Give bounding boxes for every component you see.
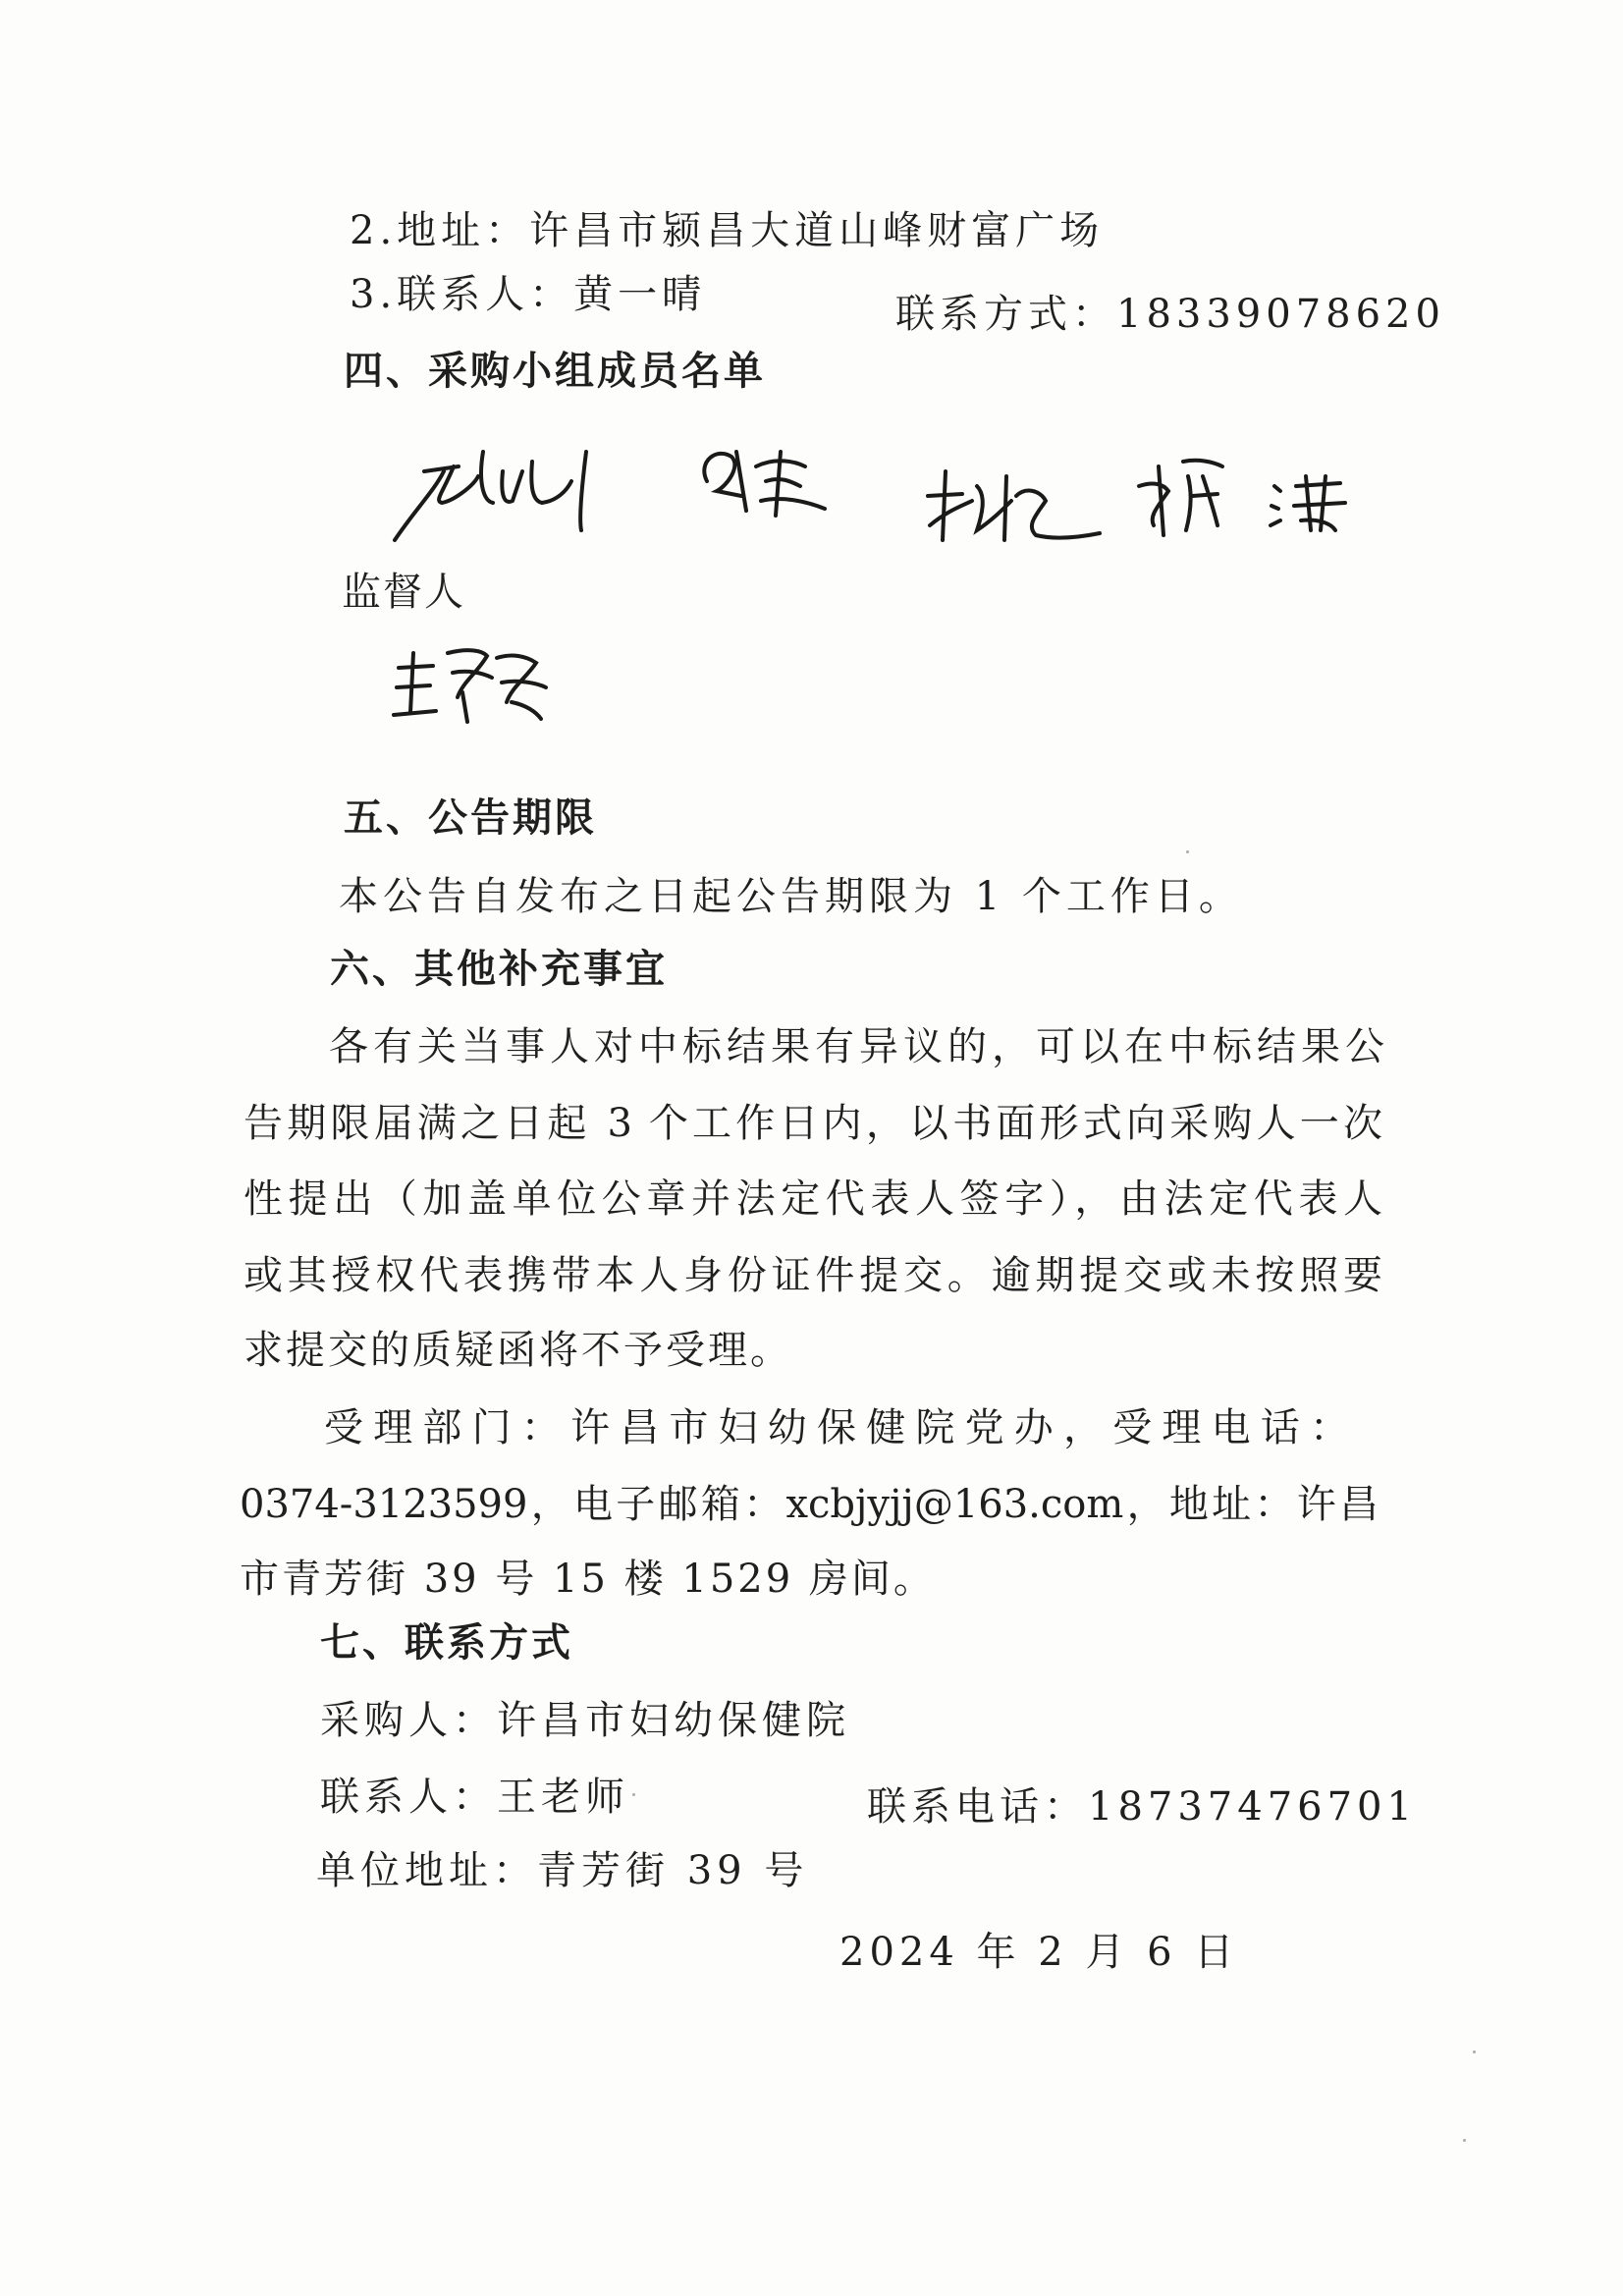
- supervisor-label: 监督人: [342, 570, 465, 615]
- section4-heading: 四、采购小组成员名单: [344, 349, 766, 394]
- section6-para1-line2: 告期限届满之日起 3 个工作日内，以书面形式向采购人一次: [243, 1101, 1382, 1146]
- signature-2: [687, 432, 844, 530]
- section6-para2-line1: 受理部门：许昌市妇幼保健院党办，受理电话：: [324, 1405, 1355, 1450]
- section6-para1-line1: 各有关当事人对中标结果有异议的，可以在中标结果公: [329, 1024, 1384, 1069]
- unit-address-line: 单位地址：青芳街 39 号: [316, 1848, 809, 1893]
- date-line: 2024 年 2 月 6 日: [839, 1930, 1239, 1975]
- section6-heading: 六、其他补充事宜: [330, 947, 668, 992]
- section6-para2-line2: 0374-3123599，电子邮箱：xcbjyjj@163.com，地址：许昌: [240, 1482, 1379, 1527]
- scan-speck: [632, 1793, 635, 1796]
- scan-speck: [1463, 2139, 1466, 2142]
- signature-supervisor: [389, 638, 556, 727]
- phone-line: 联系电话：18737476701: [867, 1784, 1417, 1830]
- section6-para2-line3: 市青芳街 39 号 15 楼 1529 房间。: [240, 1557, 936, 1602]
- contact-method-line: 联系方式：18339078620: [895, 292, 1445, 337]
- signature-1: [385, 432, 650, 550]
- section6-para1-line3: 性提出（加盖单位公章并法定代表人签字），由法定代表人: [243, 1176, 1382, 1222]
- signature-5: [1267, 462, 1355, 540]
- section5-text: 本公告自发布之日起公告期限为 1 个工作日。: [339, 874, 1243, 919]
- scan-speck: [1473, 2050, 1476, 2053]
- contact-person-line-2: 联系人：王老师: [320, 1775, 629, 1820]
- signature-3: [918, 457, 1105, 555]
- scan-speck: [1186, 850, 1189, 853]
- section7-heading: 七、联系方式: [320, 1620, 573, 1666]
- section6-para1-line5: 求提交的质疑函将不予受理。: [243, 1328, 792, 1373]
- address-line: 2.地址：许昌市颍昌大道山峰财富广场: [350, 208, 1105, 253]
- section5-heading: 五、公告期限: [344, 795, 597, 841]
- section6-para1-line4: 或其授权代表携带本人身份证件提交。逾期提交或未按照要: [243, 1253, 1382, 1298]
- signature-4: [1129, 447, 1237, 545]
- contact-person-line: 3.联系人：黄一晴: [350, 272, 707, 317]
- purchaser-line: 采购人：许昌市妇幼保健院: [320, 1698, 850, 1743]
